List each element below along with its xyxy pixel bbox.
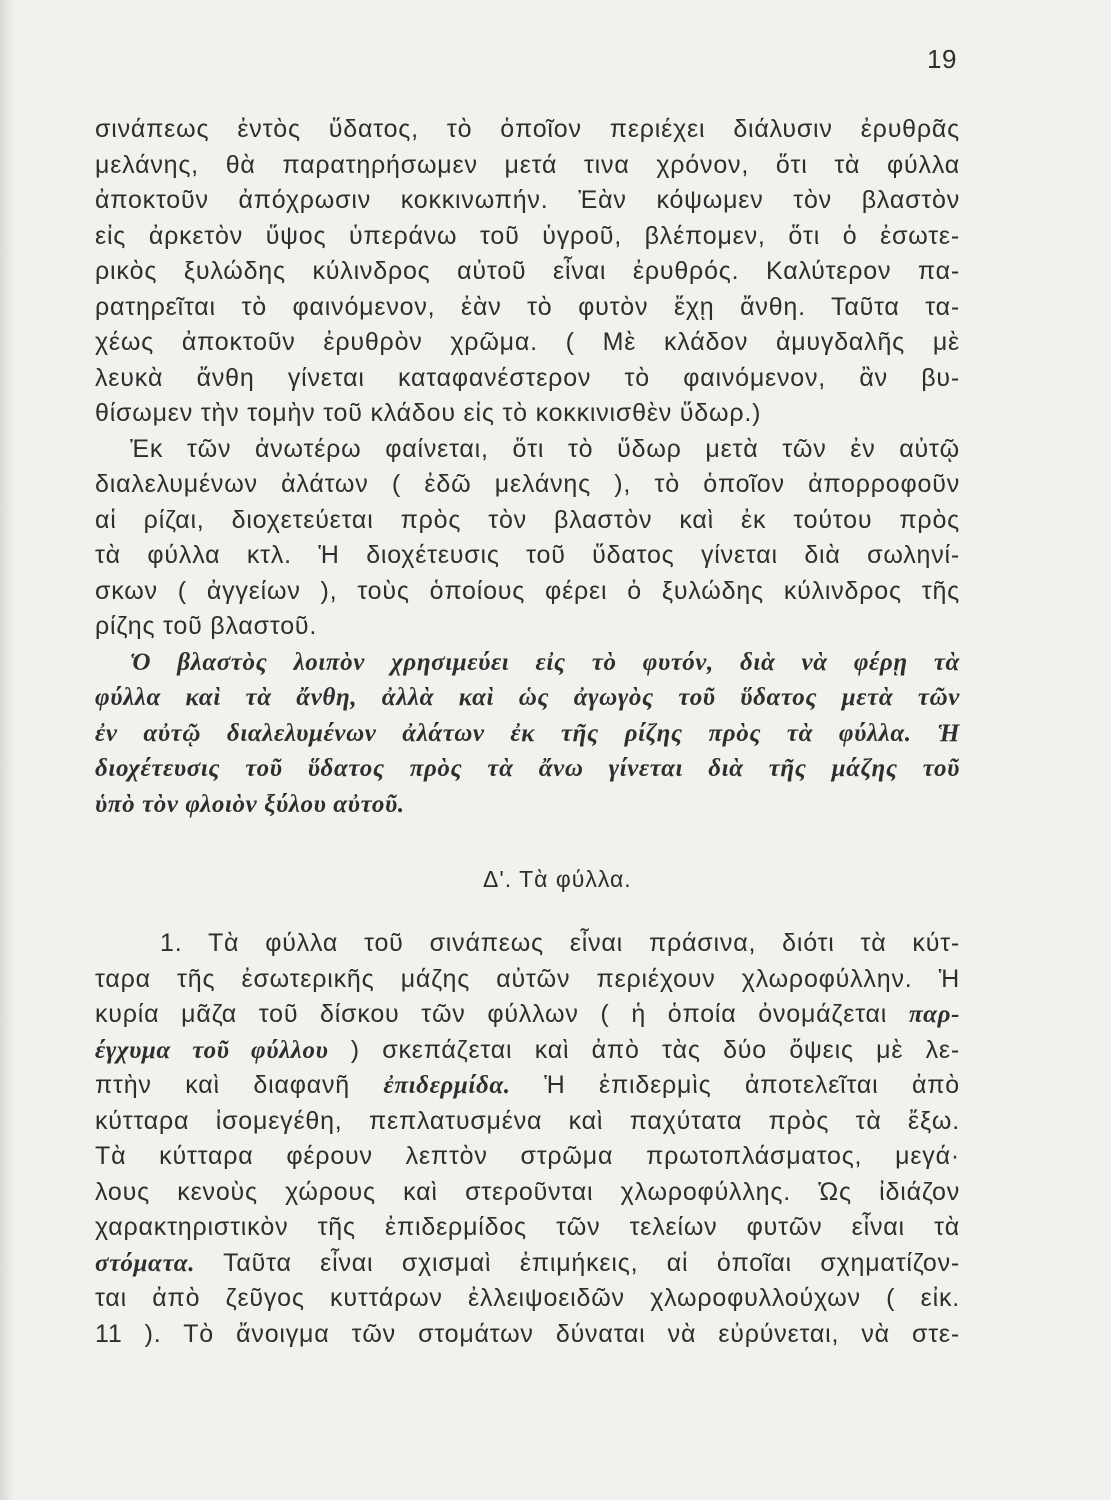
text-line [95, 997, 960, 1033]
text-line: ἐν αὐτῷ διαλελυμένων ἀλάτων ἐκ τῆς ρίζης πρὸς τὰ φύλλα. Ἡ [95, 719, 960, 747]
text-line: ρατηρεῖται τὸ φαινόμενον, ἐὰν τὸ φυτὸν ἔχῃ ἄνθη. Ταῦτα τα- [95, 292, 960, 321]
text-line: Ὁ βλαστὸς λοιπὸν χρησιμεύει εἰς τὸ φυτόν, διὰ νὰ φέρῃ τὰ [130, 648, 960, 676]
text-line: λους κενοὺς χώρους καὶ στεροῦνται χλωροφύλλης. Ὡς ἰδιάζον [95, 1177, 960, 1206]
text-line [95, 1033, 960, 1069]
text-line: Τὰ κύτταρα φέρουν λεπτὸν στρῶμα πρωτοπλάσματος, μεγά· [95, 1142, 960, 1170]
text-line: τὰ φύλλα κτλ. Ἡ διοχέτευσις τοῦ ὕδατος γίνεται διὰ σωληνί- [95, 541, 960, 569]
text-segment: πτὴν καὶ διαφανῆ [95, 1071, 384, 1099]
text-line: 11 ). Τὸ ἄνοιγμα τῶν στομάτων δύναται νὰ εὐρύνεται, νὰ στε- [95, 1319, 960, 1348]
text-line: μελάνης, θὰ παρατηρήσωμεν μετά τινα χρόνον, ὅτι τὰ φύλλα [95, 150, 960, 179]
text-line: ται ἀπὸ ζεῦγος κυττάρων ἐλλειψοειδῶν χλωροφυλλούχων ( εἰκ. [95, 1284, 960, 1312]
text-line: διαλελυμένων ἀλάτων ( ἐδῶ μελάνης ), τὸ ὁποῖον ἀπορροφοῦν [95, 470, 960, 498]
text-line: διοχέτευσις τοῦ ὕδατος πρὸς τὰ ἄνω γίνεται διὰ τῆς μάζης τοῦ [95, 755, 960, 782]
text-line [95, 1068, 960, 1104]
emphasized-term: έγχυμα τοῦ φύλλου [95, 1036, 329, 1064]
section-heading: Δ'. Τὰ φύλλα. [483, 866, 632, 892]
text-segment: κυρία μᾶζα τοῦ δίσκου τῶν φύλλων ( ἡ ὁποία ὀνομάζεται [95, 1000, 909, 1028]
summary-paragraph [95, 645, 960, 823]
emphasized-term: στόματα. [95, 1249, 196, 1277]
text-line: 1. Τὰ φύλλα τοῦ σινάπεως εἶναι πράσινα, διότι τὰ κύτ- [160, 929, 960, 957]
emphasized-term: παρ- [908, 1001, 960, 1028]
text-line: ρικὸς ξυλώδης κύλινδρος αὐτοῦ εἶναι ἐρυθρός. Καλύτερον πα- [95, 257, 960, 285]
text-line: σκων ( ἀγγείων ), τοὺς ὁποίους φέρει ὁ ξυλώδης κύλινδρος τῆς [95, 576, 960, 605]
text-line: κύτταρα ἰσομεγέθη, πεπλατυσμένα καὶ παχύτατα πρὸς τὰ ἔξω. [95, 1106, 960, 1135]
text-line: ρίζης τοῦ βλαστοῦ. [95, 612, 318, 640]
text-line: εἰς ἀρκετὸν ὕψος ὑπεράνω τοῦ ὑγροῦ, βλέπομεν, ὅτι ὁ ἐσωτε- [95, 221, 960, 250]
text-line: φύλλα καὶ τὰ ἄνθη, ἀλλὰ καὶ ὡς ἀγωγὸς τοῦ ὕδατος μετὰ τῶν [95, 684, 960, 711]
text-line: χαρακτηριστικὸν τῆς ἐπιδερμίδος τῶν τελείων φυτῶν εἶναι τὰ [95, 1213, 960, 1241]
text-segment: Ταῦτα εἶναι σχισμαὶ ἐπιμήκεις, αἱ ὁποῖαι σχηματίζον- [195, 1248, 960, 1277]
paragraph-2 [95, 432, 960, 645]
page-edge-shadow [0, 0, 14, 1500]
paragraph-1 [95, 112, 960, 432]
text-line: λευκὰ ἄνθη γίνεται καταφανέστερον τὸ φαινόμενον, ἂν βυ- [95, 363, 960, 392]
text-line: ταρα τῆς ἐσωτερικῆς μάζης αὐτῶν περιέχουν χλωροφύλλην. Ἡ [95, 964, 960, 993]
text-line: Ἐκ τῶν ἀνωτέρω φαίνεται, ὅτι τὸ ὕδωρ μετὰ τῶν ἐν αὐτῷ [130, 434, 960, 463]
text-segment: ) σκεπάζεται καὶ ἀπὸ τὰς δύο ὄψεις μὲ λε- [328, 1035, 960, 1064]
text-line: ἀποκτοῦν ἀπόχρωσιν κοκκινωπήν. Ἐὰν κόψωμεν τὸν βλαστὸν [95, 186, 960, 214]
text-line: σινάπεως ἐντὸς ὕδατος, τὸ ὁποῖον περιέχει διάλυσιν ἐρυθρᾶς [95, 115, 960, 143]
text-line: ὑπὸ τὸν φλοιὸν ξύλου αὐτοῦ. [95, 790, 405, 818]
text-line: θίσωμεν τὴν τομὴν τοῦ κλάδου εἰς τὸ κοκκινισθὲν ὕδωρ.) [95, 399, 762, 427]
page-number: 19 [927, 44, 957, 74]
text-segment: Ἡ ἐπιδερμὶς ἀποτελεῖται ἀπὸ [510, 1071, 960, 1099]
paragraph-3 [95, 926, 960, 1352]
body-text-top [95, 112, 960, 822]
text-line: χέως ἀποκτοῦν ἐρυθρὸν χρῶμα. ( Μὲ κλάδον ἀμυγδαλῆς μὲ [95, 328, 960, 356]
emphasized-term: ἐπιδερμίδα. [383, 1072, 511, 1099]
text-line: αἱ ρίζαι, διοχετεύεται πρὸς τὸν βλαστὸν καὶ ἐκ τούτου πρὸς [95, 505, 960, 534]
text-line [95, 1246, 960, 1282]
